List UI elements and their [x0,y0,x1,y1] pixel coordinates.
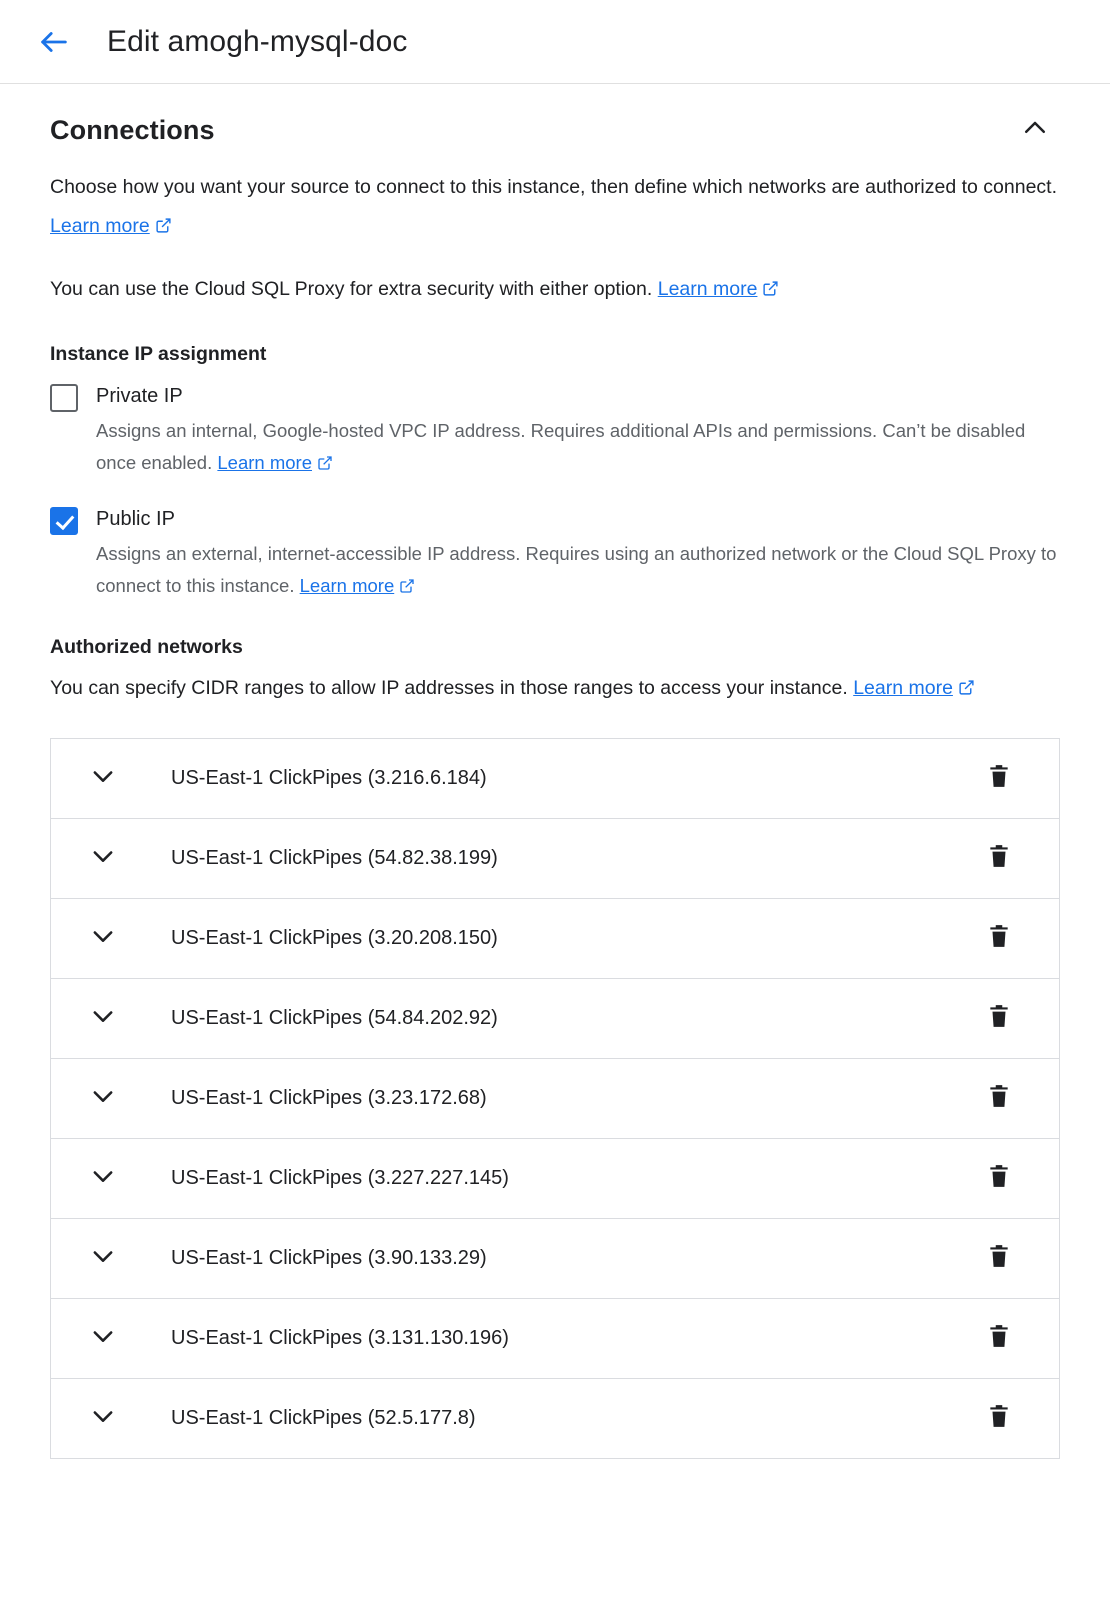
connections-description-2-text: You can use the Cloud SQL Proxy for extra security with either option. [50,278,653,300]
chevron-down-icon [89,1162,117,1195]
public-ip-option[interactable] [50,505,1060,604]
delete-network-button[interactable] [979,1399,1019,1439]
private-ip-option[interactable] [50,382,1060,481]
trash-icon [986,1402,1012,1435]
chevron-up-icon [1020,113,1050,148]
expand-row-button[interactable] [87,923,119,955]
delete-network-button[interactable] [979,999,1019,1039]
network-name: US-East-1 ClickPipes (3.20.208.150) [171,927,498,949]
authorized-networks-description-text: You can specify CIDR ranges to allow IP addresses in those ranges to access your instance. [50,677,848,699]
section-title: Connections [50,114,215,145]
private-ip-description-text: Assigns an internal, Google-hosted VPC IP address. Requires additional APIs and permissions. Can’t be disabled once enabled. [96,420,1026,473]
delete-network-button[interactable] [979,839,1019,879]
expand-row-button[interactable] [87,1003,119,1035]
top-app-bar [0,0,1110,84]
network-name: US-East-1 ClickPipes (54.84.202.92) [171,1007,498,1029]
trash-icon [986,922,1012,955]
connections-section [0,84,1110,1459]
public-ip-checkbox[interactable] [50,507,78,535]
external-link-icon [399,572,415,604]
authorized-networks-list [50,738,1060,1459]
trash-icon [986,762,1012,795]
private-ip-checkbox[interactable] [50,384,78,412]
external-link-icon [762,272,779,311]
expand-row-button[interactable] [87,763,119,795]
chevron-down-icon [89,1242,117,1275]
private-ip-description [96,415,1060,481]
trash-icon [986,1002,1012,1035]
delete-network-button[interactable] [979,1159,1019,1199]
table-row[interactable] [51,1379,1059,1459]
delete-network-button[interactable] [979,1239,1019,1279]
trash-icon [986,1162,1012,1195]
external-link-icon [155,209,172,248]
trash-icon [986,842,1012,875]
trash-icon [986,1082,1012,1115]
chevron-down-icon [89,1322,117,1355]
public-ip-description [96,538,1060,604]
chevron-down-icon [89,762,117,795]
page-title: Edit amogh-mysql-doc [107,24,408,58]
expand-row-button[interactable] [87,1403,119,1435]
network-name: US-East-1 ClickPipes (52.5.177.8) [171,1407,476,1429]
network-name: US-East-1 ClickPipes (3.90.133.29) [171,1247,487,1269]
public-ip-description-text: Assigns an external, internet-accessible IP address. Requires using an authorized network or the Cloud SQL Proxy to connect to this instance. [96,543,1057,596]
table-row[interactable] [51,1299,1059,1379]
external-link-icon [317,449,333,481]
collapse-section-button[interactable] [1015,110,1055,150]
table-row[interactable] [51,819,1059,899]
expand-row-button[interactable] [87,1083,119,1115]
expand-row-button[interactable] [87,843,119,875]
learn-more-link-2[interactable]: Learn more [657,278,758,300]
connections-description-1-text: Choose how you want your source to connect to this instance, then define which networks are authorized to connect. [50,176,1058,198]
network-name: US-East-1 ClickPipes (3.131.130.196) [171,1327,509,1349]
chevron-down-icon [89,922,117,955]
network-name: US-East-1 ClickPipes (3.216.6.184) [171,767,487,789]
expand-row-button[interactable] [87,1243,119,1275]
trash-icon [986,1322,1012,1355]
authorized-networks-description [50,669,1060,710]
table-row[interactable] [51,1059,1059,1139]
instance-ip-assignment-heading: Instance IP assignment [50,343,267,365]
network-name: US-East-1 ClickPipes (3.23.172.68) [171,1087,487,1109]
chevron-down-icon [89,842,117,875]
external-link-icon [958,671,975,710]
delete-network-button[interactable] [979,919,1019,959]
network-name: US-East-1 ClickPipes (54.82.38.199) [171,847,498,869]
expand-row-button[interactable] [87,1323,119,1355]
learn-more-link-1[interactable]: Learn more [50,215,150,237]
table-row[interactable] [51,979,1059,1059]
public-ip-learn-more-link[interactable]: Learn more [299,575,395,596]
chevron-down-icon [89,1402,117,1435]
expand-row-button[interactable] [87,1163,119,1195]
trash-icon [986,1242,1012,1275]
delete-network-button[interactable] [979,1079,1019,1119]
table-row[interactable] [51,1139,1059,1219]
public-ip-label: Public IP [96,508,175,530]
connections-description-1 [50,168,1060,248]
table-row[interactable] [51,899,1059,979]
chevron-down-icon [89,1082,117,1115]
section-header [50,84,1060,150]
table-row[interactable] [51,739,1059,819]
arrow-left-icon [37,25,71,59]
connections-description-2 [50,270,1060,311]
back-button[interactable] [30,18,78,66]
authorized-networks-learn-more-link[interactable]: Learn more [853,677,953,699]
private-ip-learn-more-link[interactable]: Learn more [217,452,312,473]
private-ip-label: Private IP [96,385,183,407]
table-row[interactable] [51,1219,1059,1299]
authorized-networks-heading: Authorized networks [50,636,243,658]
delete-network-button[interactable] [979,1319,1019,1359]
delete-network-button[interactable] [979,759,1019,799]
chevron-down-icon [89,1002,117,1035]
network-name: US-East-1 ClickPipes (3.227.227.145) [171,1167,509,1189]
